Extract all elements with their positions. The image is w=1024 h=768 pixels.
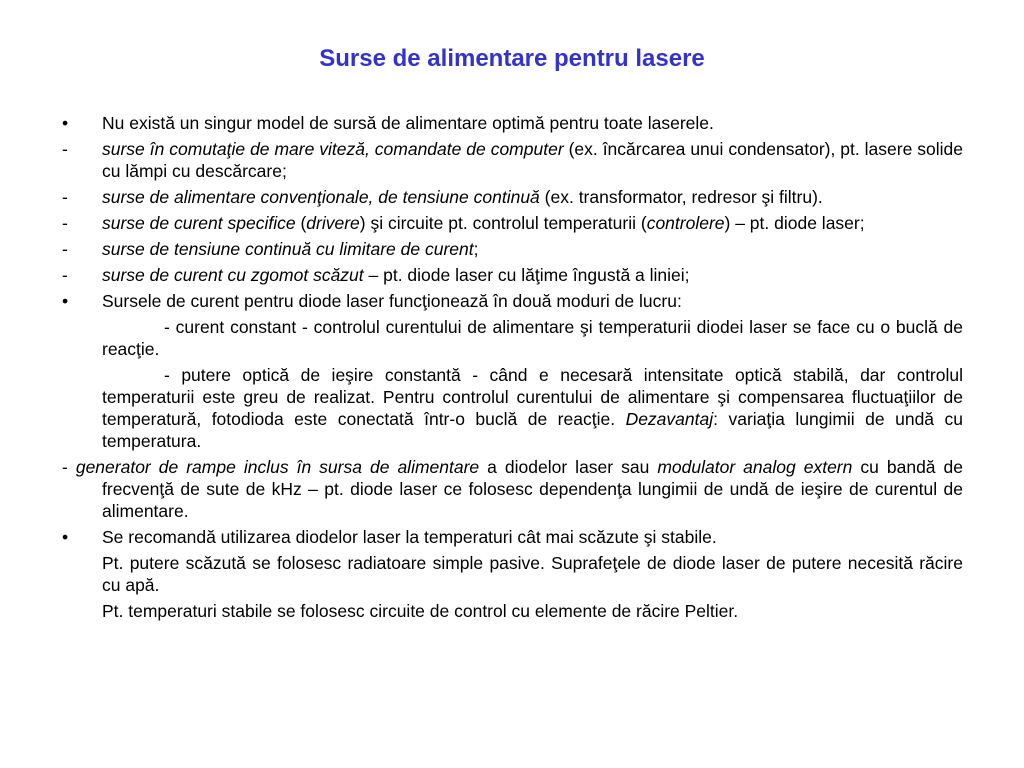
mode-constant-current: - curent constant - controlul curentului de alimentare şi temperaturii diodei laser se face cu o buclă de reacţie. bbox=[102, 317, 963, 359]
dash-marker: - bbox=[62, 239, 68, 259]
bullet-marker: • bbox=[62, 291, 69, 311]
dash-item: - surse în comutaţie de mare viteză, comandate de computer (ex. încărcarea unui condensator), pt. lasere solide cu lămpi cu descărcare; bbox=[62, 139, 963, 181]
slide-content bbox=[0, 112, 1024, 626]
dash-item-ramp-generator: - generator de rampe inclus în sursa de alimentare a diodelor laser sau modulator analog extern cu bandă de frecvenţă de sute de kHz – pt. diode laser ce folosesc dependenţa lungimii de undă de ieşire de curentul de alimentare. bbox=[62, 457, 963, 521]
dash-item: - surse de curent specifice (drivere) şi circuite pt. controlul temperaturii (controlere) – pt. diode laser; bbox=[62, 213, 865, 233]
dash-item: - surse de alimentare convenţionale, de tensiune continuă (ex. transformator, redresor şi filtru). bbox=[62, 187, 823, 207]
dash-marker: - bbox=[62, 213, 68, 233]
dash-item: - surse de curent cu zgomot scăzut – pt. diode laser cu lăţime îngustă a liniei; bbox=[62, 265, 690, 285]
bullet-marker: • bbox=[62, 113, 69, 133]
dash-marker: - bbox=[62, 139, 68, 159]
slide-title: Surse de alimentare pentru lasere bbox=[319, 45, 705, 72]
dash-marker: - bbox=[62, 187, 68, 207]
dash-item: - surse de tensiune continuă cu limitare de curent; bbox=[62, 239, 479, 259]
paragraph-low-power: Pt. putere scăzută se folosesc radiatoare simple pasive. Suprafeţele de diode laser de putere necesită răcire cu apă. bbox=[102, 553, 963, 595]
bullet-item: • Sursele de curent pentru diode laser funcţionează în două moduri de lucru: bbox=[62, 291, 682, 311]
dash-marker: - bbox=[62, 265, 68, 285]
mode-constant-power: - putere optică de ieşire constantă - când e necesară intensitate optică stabilă, dar controlul temperaturii este greu de realizat. Pentru controlul curentului de alimentare şi compensarea fluctuaţiilor de temperatură, fotodioda este conectată într-o buclă de reacţie. Dezavantaj: variaţia lungimii de undă cu temperatura. bbox=[102, 365, 963, 451]
bullet-marker: • bbox=[62, 527, 69, 547]
bullet-item: • Nu există un singur model de sursă de alimentare optimă pentru toate laserele. bbox=[62, 113, 714, 133]
paragraph-stable-temperature: Pt. temperaturi stabile se folosesc circuite de control cu elemente de răcire Peltier. bbox=[102, 601, 739, 621]
bullet-item: • Se recomandă utilizarea diodelor laser la temperaturi cât mai scăzute şi stabile. bbox=[62, 527, 717, 547]
